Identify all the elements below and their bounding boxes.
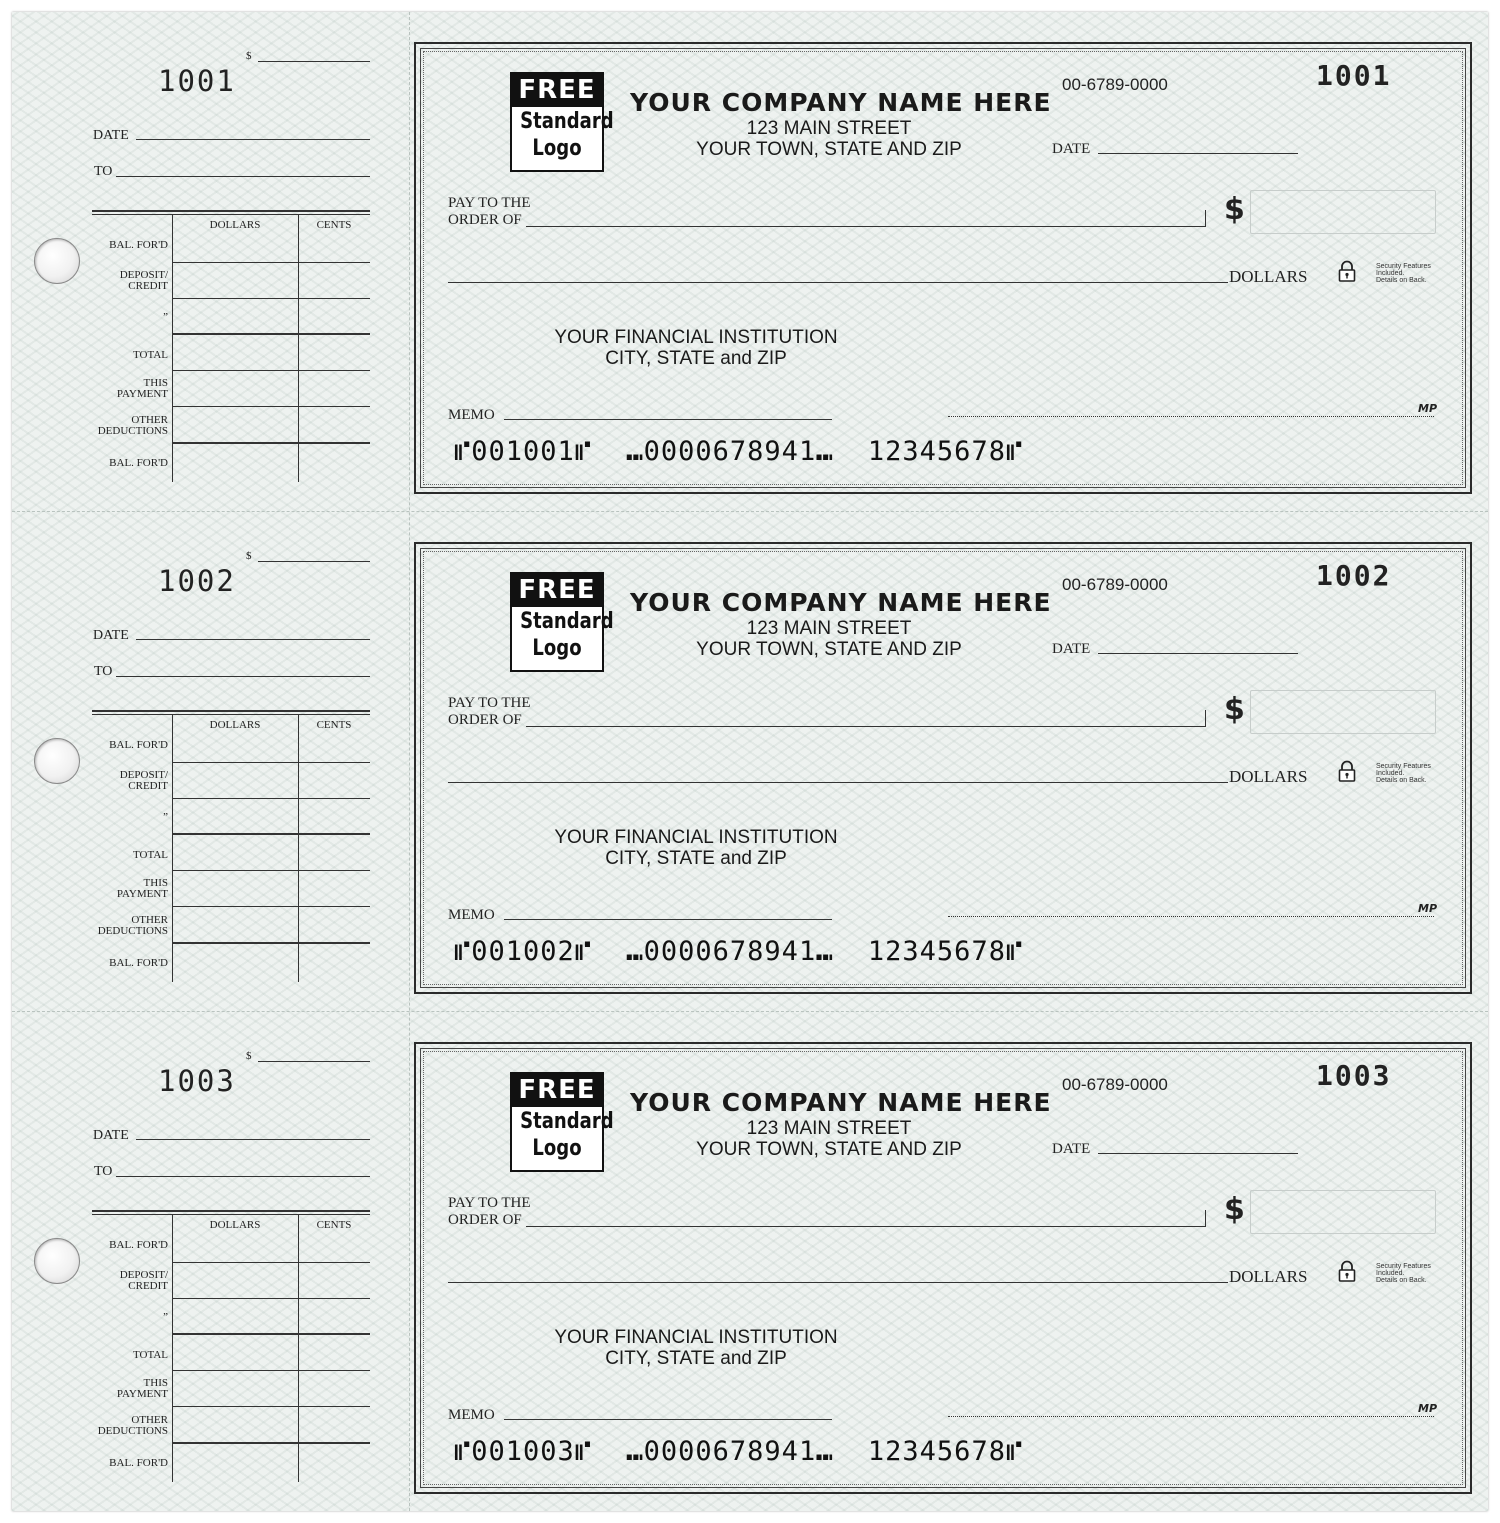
stub-to-label: TO xyxy=(94,164,113,179)
date-field[interactable] xyxy=(1098,1153,1298,1154)
stub-amount-line[interactable] xyxy=(258,1061,370,1062)
bank-city: CITY, STATE and ZIP xyxy=(605,848,787,869)
signature-line[interactable] xyxy=(948,1416,1434,1417)
security-features-note xyxy=(1376,763,1431,784)
ledger-row-label: THIS PAYMENT xyxy=(116,377,168,400)
logo-free-text: FREE xyxy=(512,574,602,607)
check-body xyxy=(414,1042,1472,1494)
company-address xyxy=(686,118,972,160)
ledger-row-label: DEPOSIT/ CREDIT xyxy=(119,769,168,792)
signature-line[interactable] xyxy=(948,916,1434,917)
stub-amount-line[interactable] xyxy=(258,561,370,562)
company-address xyxy=(686,618,972,660)
security-features-note xyxy=(1376,263,1431,284)
logo-free-text: FREE xyxy=(512,1074,602,1107)
ledger-row-label: BAL. FOR'D xyxy=(109,739,168,751)
ledger-row-label: ” xyxy=(163,1311,168,1323)
check-number: 1003 xyxy=(1316,1059,1392,1092)
ledger-row-label: OTHER DEDUCTIONS xyxy=(97,1414,168,1437)
bank-info xyxy=(536,1327,856,1369)
stub-dollar-label: $ xyxy=(246,550,252,562)
pay-to-label xyxy=(448,1195,531,1229)
mp-mark: MP xyxy=(1418,1402,1438,1415)
stub-check-number: 1001 xyxy=(158,64,236,98)
stub-check-number: 1003 xyxy=(158,1064,236,1098)
check-body xyxy=(414,542,1472,994)
date-field[interactable] xyxy=(1098,153,1298,154)
address-line-1: 123 MAIN STREET xyxy=(746,1118,912,1139)
date-field[interactable] xyxy=(1098,653,1298,654)
pay-to-line-1: PAY TO THE xyxy=(448,195,531,211)
routing-fraction: 00-6789-0000 xyxy=(1062,75,1168,94)
security-line-1: Security Features xyxy=(1376,263,1431,270)
ledger-row-label: OTHER DEDUCTIONS xyxy=(97,414,168,437)
stub-date-label: DATE xyxy=(93,128,129,143)
check-row xyxy=(12,12,1488,512)
payee-field[interactable] xyxy=(526,726,1206,727)
ledger-dollars-header: DOLLARS xyxy=(209,1219,261,1231)
stub-amount-line[interactable] xyxy=(258,61,370,62)
security-line-3: Details on Back. xyxy=(1376,777,1427,784)
micr-line: ⑈001001⑈ ⑉0000678941⑉ 12345678⑈ xyxy=(454,436,1024,467)
bank-name: YOUR FINANCIAL INSTITUTION xyxy=(554,1327,838,1348)
address-line-2: YOUR TOWN, STATE AND ZIP xyxy=(696,1139,962,1160)
ledger-row-label: DEPOSIT/ CREDIT xyxy=(119,269,168,292)
pay-to-line-2: ORDER OF xyxy=(448,212,522,228)
dollars-label: DOLLARS xyxy=(1229,767,1308,786)
security-line-2: Included. xyxy=(1376,770,1405,777)
pay-to-line-1: PAY TO THE xyxy=(448,1195,531,1211)
ledger-row-label: BAL. FOR'D xyxy=(109,239,168,251)
security-line-3: Details on Back. xyxy=(1376,1277,1427,1284)
stub-date-label: DATE xyxy=(93,1128,129,1143)
company-logo xyxy=(510,72,614,172)
company-name: YOUR COMPANY NAME HERE xyxy=(630,588,1052,617)
check-body xyxy=(414,42,1472,494)
ledger-row-label: OTHER DEDUCTIONS xyxy=(97,914,168,937)
ledger-row-label: THIS PAYMENT xyxy=(116,1377,168,1400)
stub-ledger xyxy=(92,710,370,982)
dollars-label: DOLLARS xyxy=(1229,267,1308,286)
check-number: 1002 xyxy=(1316,559,1392,592)
micr-line: ⑈001002⑈ ⑉0000678941⑉ 12345678⑈ xyxy=(454,936,1024,967)
routing-fraction: 00-6789-0000 xyxy=(1062,575,1168,594)
logo-standard-text: Standard xyxy=(520,109,614,134)
written-amount-field[interactable] xyxy=(448,282,1228,283)
bank-name: YOUR FINANCIAL INSTITUTION xyxy=(554,327,838,348)
stub-date-field[interactable] xyxy=(136,639,370,640)
binder-hole xyxy=(34,738,80,784)
security-line-2: Included. xyxy=(1376,1270,1405,1277)
ledger-row-label: THIS PAYMENT xyxy=(116,877,168,900)
security-features-note xyxy=(1376,1263,1431,1284)
micr-line: ⑈001003⑈ ⑉0000678941⑉ 12345678⑈ xyxy=(454,1436,1024,1467)
stub-ledger xyxy=(92,1210,370,1482)
stub-date-label: DATE xyxy=(93,628,129,643)
memo-field[interactable] xyxy=(504,919,832,920)
memo-label: MEMO xyxy=(448,907,495,923)
company-name: YOUR COMPANY NAME HERE xyxy=(630,88,1052,117)
address-line-1: 123 MAIN STREET xyxy=(746,618,912,639)
company-logo xyxy=(510,1072,614,1172)
pay-to-label xyxy=(448,195,531,229)
signature-line[interactable] xyxy=(948,416,1434,417)
pay-to-line-2: ORDER OF xyxy=(448,1212,522,1228)
ledger-row-label: TOTAL xyxy=(133,1349,168,1361)
logo-logo-text: Logo xyxy=(532,136,582,161)
ledger-row-label: DEPOSIT/ CREDIT xyxy=(119,1269,168,1292)
memo-field[interactable] xyxy=(504,1419,832,1420)
written-amount-field[interactable] xyxy=(448,782,1228,783)
security-line-1: Security Features xyxy=(1376,1263,1431,1270)
stub-date-field[interactable] xyxy=(136,1139,370,1140)
ledger-row-label: TOTAL xyxy=(133,349,168,361)
ledger-row-label: BAL. FOR'D xyxy=(109,1239,168,1251)
logo-standard-text: Standard xyxy=(520,1109,614,1134)
date-label: DATE xyxy=(1052,641,1091,657)
padlock-icon xyxy=(1338,760,1356,782)
date-label: DATE xyxy=(1052,1141,1091,1157)
amount-box[interactable] xyxy=(1250,1190,1436,1234)
address-line-1: 123 MAIN STREET xyxy=(746,118,912,139)
ledger-dollars-header: DOLLARS xyxy=(209,219,261,231)
written-amount-field[interactable] xyxy=(448,1282,1228,1283)
routing-fraction: 00-6789-0000 xyxy=(1062,1075,1168,1094)
stub-date-field[interactable] xyxy=(136,139,370,140)
memo-label: MEMO xyxy=(448,1407,495,1423)
ledger-row-label: ” xyxy=(163,311,168,323)
check-row xyxy=(12,1012,1488,1512)
payee-field[interactable] xyxy=(526,226,1206,227)
date-label: DATE xyxy=(1052,141,1091,157)
ledger-row-label: BAL. FOR'D xyxy=(109,457,168,469)
pay-to-line-1: PAY TO THE xyxy=(448,695,531,711)
padlock-icon xyxy=(1338,1260,1356,1282)
address-line-2: YOUR TOWN, STATE AND ZIP xyxy=(696,639,962,660)
stub-check-number: 1002 xyxy=(158,564,236,598)
stub-to-field[interactable] xyxy=(116,1176,370,1177)
dollar-sign: $ xyxy=(1224,192,1245,227)
dollars-label: DOLLARS xyxy=(1229,1267,1308,1286)
check-row xyxy=(12,512,1488,1012)
security-line-1: Security Features xyxy=(1376,763,1431,770)
stub-to-field[interactable] xyxy=(116,676,370,677)
dollar-sign: $ xyxy=(1224,1192,1245,1227)
amount-box[interactable] xyxy=(1250,190,1436,234)
pay-to-line-2: ORDER OF xyxy=(448,712,522,728)
stub-to-label: TO xyxy=(94,664,113,679)
stub-to-field[interactable] xyxy=(116,176,370,177)
address-line-2: YOUR TOWN, STATE AND ZIP xyxy=(696,139,962,160)
binder-hole xyxy=(34,1238,80,1284)
mp-mark: MP xyxy=(1418,402,1438,415)
ledger-cents-header: CENTS xyxy=(316,1219,352,1231)
stub-dollar-label: $ xyxy=(246,50,252,62)
logo-free-text: FREE xyxy=(512,74,602,107)
ledger-row-label: TOTAL xyxy=(133,849,168,861)
memo-label: MEMO xyxy=(448,407,495,423)
logo-standard-text: Standard xyxy=(520,609,614,634)
bank-city: CITY, STATE and ZIP xyxy=(605,348,787,369)
bank-name: YOUR FINANCIAL INSTITUTION xyxy=(554,827,838,848)
ledger-row-label: BAL. FOR'D xyxy=(109,957,168,969)
payee-field[interactable] xyxy=(526,1226,1206,1227)
check-number: 1001 xyxy=(1316,59,1392,92)
company-logo xyxy=(510,572,614,672)
ledger-row-label: ” xyxy=(163,811,168,823)
bank-city: CITY, STATE and ZIP xyxy=(605,1348,787,1369)
stub-to-label: TO xyxy=(94,1164,113,1179)
amount-box[interactable] xyxy=(1250,690,1436,734)
ledger-cents-header: CENTS xyxy=(316,219,352,231)
ledger-row-label: BAL. FOR'D xyxy=(109,1457,168,1469)
security-line-2: Included. xyxy=(1376,270,1405,277)
logo-logo-text: Logo xyxy=(532,636,582,661)
ledger-dollars-header: DOLLARS xyxy=(209,719,261,731)
stub-ledger xyxy=(92,210,370,482)
dollar-sign: $ xyxy=(1224,692,1245,727)
padlock-icon xyxy=(1338,260,1356,282)
stub-dollar-label: $ xyxy=(246,1050,252,1062)
binder-hole xyxy=(34,238,80,284)
security-line-3: Details on Back. xyxy=(1376,277,1427,284)
pay-to-label xyxy=(448,695,531,729)
ledger-cents-header: CENTS xyxy=(316,719,352,731)
bank-info xyxy=(536,327,856,369)
mp-mark: MP xyxy=(1418,902,1438,915)
company-address xyxy=(686,1118,972,1160)
bank-info xyxy=(536,827,856,869)
company-name: YOUR COMPANY NAME HERE xyxy=(630,1088,1052,1117)
memo-field[interactable] xyxy=(504,419,832,420)
logo-logo-text: Logo xyxy=(532,1136,582,1161)
